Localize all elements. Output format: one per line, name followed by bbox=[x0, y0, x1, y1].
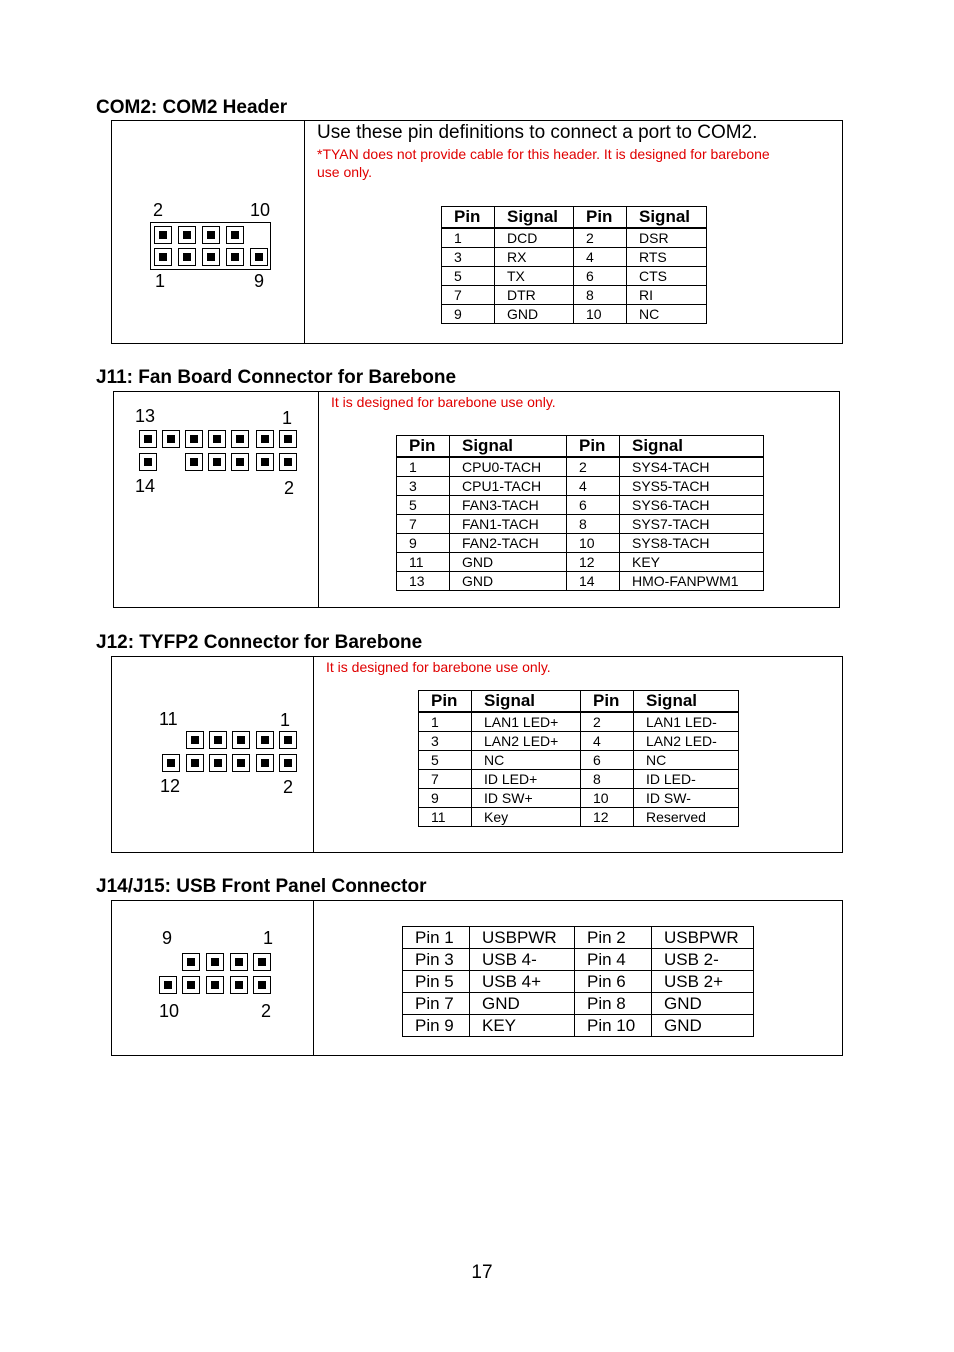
j12-divider bbox=[313, 657, 314, 852]
table-row bbox=[397, 515, 764, 534]
table-row bbox=[397, 553, 764, 572]
col-header: Pin bbox=[567, 436, 620, 458]
cell: 1 bbox=[397, 457, 450, 477]
j12-pin bbox=[209, 754, 227, 772]
com2-label-top-right: 10 bbox=[250, 200, 271, 220]
j11-title: J11: Fan Board Connector for Barebone bbox=[96, 367, 457, 388]
col-header: Pin bbox=[574, 207, 627, 229]
cell: 3 bbox=[442, 248, 495, 267]
j12-pin bbox=[256, 754, 274, 772]
com2-pin bbox=[178, 226, 196, 244]
j14-pin bbox=[206, 976, 224, 994]
j11-pin bbox=[231, 453, 249, 471]
cell: CPU0-TACH bbox=[450, 457, 567, 477]
cell: 12 bbox=[567, 553, 620, 572]
table-row bbox=[403, 949, 754, 971]
j11-pin bbox=[256, 453, 274, 471]
cell: NC bbox=[634, 751, 739, 770]
cell: LAN1 LED+ bbox=[472, 712, 581, 732]
table-header-row bbox=[442, 207, 707, 229]
cell: SYS6-TACH bbox=[620, 496, 764, 515]
cell: LAN2 LED- bbox=[634, 732, 739, 751]
j12-label-top-left: 11 bbox=[159, 709, 178, 729]
j14-label-bottom-left: 10 bbox=[159, 1001, 180, 1021]
cell: FAN3-TACH bbox=[450, 496, 567, 515]
cell: ID LED+ bbox=[472, 770, 581, 789]
cell: 1 bbox=[442, 228, 495, 248]
table-header-row bbox=[419, 691, 739, 713]
cell: 5 bbox=[397, 496, 450, 515]
com2-pin bbox=[250, 248, 268, 266]
j11-pin bbox=[231, 430, 249, 448]
j14-title: J14/J15: USB Front Panel Connector bbox=[96, 876, 427, 897]
table-row bbox=[442, 248, 707, 267]
table-row bbox=[397, 572, 764, 591]
cell: USBPWR bbox=[470, 927, 575, 949]
j12-box bbox=[111, 656, 843, 853]
cell: RX bbox=[495, 248, 574, 267]
j14-divider bbox=[313, 901, 314, 1055]
cell: 9 bbox=[397, 534, 450, 553]
cell: SYS7-TACH bbox=[620, 515, 764, 534]
cell: 6 bbox=[581, 751, 634, 770]
j11-pin bbox=[185, 430, 203, 448]
j11-note: It is designed for barebone use only. bbox=[331, 394, 556, 410]
table-row bbox=[419, 751, 739, 770]
cell: USB 4+ bbox=[470, 971, 575, 993]
cell: CTS bbox=[627, 267, 707, 286]
j14-pin bbox=[253, 953, 271, 971]
cell: 5 bbox=[419, 751, 472, 770]
cell: 10 bbox=[581, 789, 634, 808]
j11-divider bbox=[318, 392, 319, 607]
cell: Reserved bbox=[634, 808, 739, 827]
j12-label-bottom-left: 12 bbox=[160, 776, 181, 796]
cell: GND bbox=[652, 993, 754, 1015]
cell: 6 bbox=[574, 267, 627, 286]
cell: ID LED- bbox=[634, 770, 739, 789]
page-number: 17 bbox=[471, 1262, 493, 1283]
cell: 4 bbox=[574, 248, 627, 267]
cell: 2 bbox=[581, 712, 634, 732]
col-header: Pin bbox=[442, 207, 495, 229]
table-row bbox=[397, 534, 764, 553]
cell: Pin 4 bbox=[575, 949, 652, 971]
col-header: Signal bbox=[634, 691, 739, 713]
cell: DCD bbox=[495, 228, 574, 248]
cell: 4 bbox=[581, 732, 634, 751]
j11-pin bbox=[162, 430, 180, 448]
j14-pin bbox=[253, 976, 271, 994]
col-header: Pin bbox=[581, 691, 634, 713]
table-row bbox=[419, 789, 739, 808]
col-header: Signal bbox=[450, 436, 567, 458]
cell: FAN1-TACH bbox=[450, 515, 567, 534]
cell: USB 4- bbox=[470, 949, 575, 971]
cell: ID SW- bbox=[634, 789, 739, 808]
cell: SYS8-TACH bbox=[620, 534, 764, 553]
cell: GND bbox=[470, 993, 575, 1015]
cell: SYS4-TACH bbox=[620, 457, 764, 477]
table-row bbox=[419, 732, 739, 751]
j11-pin-table bbox=[396, 435, 764, 591]
j14-pin bbox=[182, 976, 200, 994]
cell: 13 bbox=[397, 572, 450, 591]
j14-pin-table bbox=[402, 926, 754, 1037]
cell: 7 bbox=[442, 286, 495, 305]
table-row bbox=[419, 808, 739, 827]
com2-pin bbox=[154, 248, 172, 266]
j12-pin-table bbox=[418, 690, 739, 827]
cell: Pin 8 bbox=[575, 993, 652, 1015]
cell: 11 bbox=[397, 553, 450, 572]
cell: Pin 5 bbox=[403, 971, 470, 993]
com2-pin bbox=[202, 226, 220, 244]
cell: GND bbox=[652, 1015, 754, 1037]
cell: USB 2- bbox=[652, 949, 754, 971]
j11-pin bbox=[256, 430, 274, 448]
cell: Pin 2 bbox=[575, 927, 652, 949]
com2-divider bbox=[304, 121, 305, 343]
com2-pin bbox=[178, 248, 196, 266]
j14-label-top-right: 1 bbox=[263, 928, 274, 948]
table-row bbox=[442, 305, 707, 324]
j11-box bbox=[113, 391, 840, 608]
cell: KEY bbox=[620, 553, 764, 572]
cell: LAN2 LED+ bbox=[472, 732, 581, 751]
com2-pin bbox=[226, 226, 244, 244]
cell: Pin 6 bbox=[575, 971, 652, 993]
cell: RI bbox=[627, 286, 707, 305]
j11-label-top-left: 13 bbox=[135, 406, 156, 426]
table-row bbox=[397, 457, 764, 477]
cell: Pin 1 bbox=[403, 927, 470, 949]
j12-label-top-right: 1 bbox=[280, 710, 291, 730]
cell: 8 bbox=[581, 770, 634, 789]
cell: 9 bbox=[442, 305, 495, 324]
cell: GND bbox=[450, 572, 567, 591]
j12-title: J12: TYFP2 Connector for Barebone bbox=[96, 632, 423, 653]
col-header: Signal bbox=[627, 207, 707, 229]
cell: 10 bbox=[574, 305, 627, 324]
cell: USBPWR bbox=[652, 927, 754, 949]
j11-pin bbox=[185, 453, 203, 471]
cell: 2 bbox=[574, 228, 627, 248]
cell: DTR bbox=[495, 286, 574, 305]
table-row bbox=[419, 712, 739, 732]
j14-pin bbox=[230, 976, 248, 994]
j14-pin bbox=[206, 953, 224, 971]
cell: Pin 7 bbox=[403, 993, 470, 1015]
table-row bbox=[442, 267, 707, 286]
j14-pin bbox=[159, 976, 177, 994]
table-row bbox=[403, 971, 754, 993]
cell: USB 2+ bbox=[652, 971, 754, 993]
cell: 11 bbox=[419, 808, 472, 827]
cell: 8 bbox=[567, 515, 620, 534]
j12-pin bbox=[279, 754, 297, 772]
col-header: Pin bbox=[419, 691, 472, 713]
cell: 4 bbox=[567, 477, 620, 496]
cell: LAN1 LED- bbox=[634, 712, 739, 732]
cell: FAN2-TACH bbox=[450, 534, 567, 553]
cell: GND bbox=[450, 553, 567, 572]
cell: HMO-FANPWM1 bbox=[620, 572, 764, 591]
j14-label-top-left: 9 bbox=[162, 928, 173, 948]
com2-title: COM2: COM2 Header bbox=[96, 97, 288, 118]
cell: 2 bbox=[567, 457, 620, 477]
cell: Pin 9 bbox=[403, 1015, 470, 1037]
table-row bbox=[397, 496, 764, 515]
j12-pin bbox=[256, 731, 274, 749]
cell: 3 bbox=[419, 732, 472, 751]
cell: RTS bbox=[627, 248, 707, 267]
com2-pin bbox=[226, 248, 244, 266]
cell: 7 bbox=[419, 770, 472, 789]
j12-pin bbox=[186, 731, 204, 749]
cell: SYS5-TACH bbox=[620, 477, 764, 496]
table-row bbox=[442, 228, 707, 248]
cell: ID SW+ bbox=[472, 789, 581, 808]
j12-pin bbox=[162, 754, 180, 772]
cell: Pin 10 bbox=[575, 1015, 652, 1037]
cell: 12 bbox=[581, 808, 634, 827]
table-row bbox=[403, 993, 754, 1015]
j11-pin bbox=[279, 453, 297, 471]
com2-box bbox=[111, 120, 843, 344]
cell: 8 bbox=[574, 286, 627, 305]
cell: NC bbox=[627, 305, 707, 324]
j12-pin bbox=[186, 754, 204, 772]
cell: NC bbox=[472, 751, 581, 770]
j12-pin bbox=[232, 754, 250, 772]
com2-pin bbox=[202, 248, 220, 266]
com2-label-bottom-right: 9 bbox=[254, 271, 265, 291]
com2-label-bottom-left: 1 bbox=[155, 271, 166, 291]
cell: 6 bbox=[567, 496, 620, 515]
table-row bbox=[397, 477, 764, 496]
col-header: Signal bbox=[495, 207, 574, 229]
cell: Key bbox=[472, 808, 581, 827]
cell: 1 bbox=[419, 712, 472, 732]
table-row bbox=[403, 927, 754, 949]
j12-label-bottom-right: 2 bbox=[283, 777, 294, 797]
cell: Pin 3 bbox=[403, 949, 470, 971]
com2-intro: Use these pin definitions to connect a port to COM2. bbox=[317, 122, 758, 143]
j11-label-bottom-left: 14 bbox=[135, 476, 156, 496]
j11-pin bbox=[139, 453, 157, 471]
j14-pin bbox=[182, 953, 200, 971]
com2-label-top-left: 2 bbox=[153, 200, 164, 220]
j14-pin bbox=[230, 953, 248, 971]
cell: GND bbox=[495, 305, 574, 324]
j12-pin bbox=[232, 731, 250, 749]
j14-label-bottom-right: 2 bbox=[261, 1001, 272, 1021]
col-header: Signal bbox=[620, 436, 764, 458]
j12-pin bbox=[279, 731, 297, 749]
j11-pin bbox=[208, 453, 226, 471]
j11-pin bbox=[208, 430, 226, 448]
j11-pin bbox=[279, 430, 297, 448]
table-row bbox=[442, 286, 707, 305]
cell: KEY bbox=[470, 1015, 575, 1037]
cell: 7 bbox=[397, 515, 450, 534]
j11-label-bottom-right: 2 bbox=[284, 478, 295, 498]
j12-pin bbox=[209, 731, 227, 749]
j14-box bbox=[111, 900, 843, 1056]
cell: 10 bbox=[567, 534, 620, 553]
j11-label-top-right: 1 bbox=[282, 408, 293, 428]
cell: CPU1-TACH bbox=[450, 477, 567, 496]
table-header-row bbox=[397, 436, 764, 458]
j11-pin bbox=[139, 430, 157, 448]
j12-note: It is designed for barebone use only. bbox=[326, 659, 551, 675]
cell: TX bbox=[495, 267, 574, 286]
col-header: Signal bbox=[472, 691, 581, 713]
cell: 3 bbox=[397, 477, 450, 496]
cell: 9 bbox=[419, 789, 472, 808]
cell: DSR bbox=[627, 228, 707, 248]
com2-pin-table bbox=[441, 206, 707, 324]
com2-pin bbox=[154, 226, 172, 244]
cell: 14 bbox=[567, 572, 620, 591]
com2-note: *TYAN does not provide cable for this header. It is designed for barebone use only. bbox=[317, 146, 770, 180]
col-header: Pin bbox=[397, 436, 450, 458]
table-row bbox=[419, 770, 739, 789]
cell: 5 bbox=[442, 267, 495, 286]
table-row bbox=[403, 1015, 754, 1037]
